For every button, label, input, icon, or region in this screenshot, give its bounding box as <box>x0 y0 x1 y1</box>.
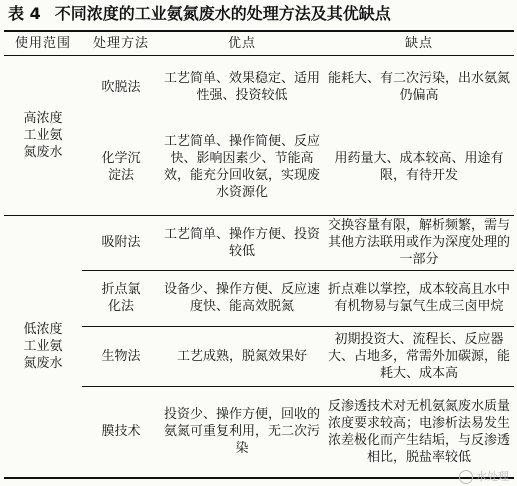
header-cons: 缺点 <box>404 35 433 51</box>
cons-cell: 交换容量有限，解析频繁，需与其他方法联用或作为深度处理的一部分 <box>328 218 511 267</box>
method-cell: 化学沉淀法 <box>101 150 141 183</box>
pros-cell: 工艺简单、操作简便、反应快、影响因素少、节能高效，能充分回收氨，实现废水资源化 <box>164 133 321 200</box>
cons-cell: 用药量大、成本较高、用途有限，有待开发 <box>334 150 504 183</box>
header-pros: 优点 <box>227 35 256 51</box>
pros-cell: 工艺简单、效果稳定、适用性强、投资较低 <box>164 71 321 104</box>
table-number: 表 4 <box>8 4 41 23</box>
header-row <box>4 31 514 55</box>
wechat-icon <box>459 470 473 484</box>
table-caption <box>0 0 517 28</box>
treatment-methods-table <box>4 30 514 479</box>
pros-cell: 投资少、操作方便，回收的氨氮可重复利用，无二次污染 <box>160 386 324 478</box>
method-cell: 生物法 <box>82 326 160 386</box>
pros-cell: 工艺成熟，脱氮效果好 <box>160 326 324 386</box>
method-cell: 折点氯化法 <box>82 270 160 326</box>
scope-cell: 高浓度工业氨氮废水 <box>23 110 63 160</box>
table-title: 不同浓度的工业氨氮废水的处理方法及其优缺点 <box>54 4 391 23</box>
watermark <box>459 468 509 484</box>
scope-cell: 低浓度工业氨氮废水 <box>23 321 63 371</box>
header-method: 处理方法 <box>92 35 149 51</box>
pros-cell: 工艺简单、操作方便、投资较低 <box>164 226 321 259</box>
cons-cell: 能耗大、有二次污染，出水氨氮仍偏高 <box>328 71 511 104</box>
method-cell: 吸附法 <box>101 235 141 250</box>
cons-cell: 初期投资大、流程长、反应器大、占地多，常需外加碳源，能耗大、成本高 <box>324 326 514 386</box>
watermark-text: 水处理 <box>476 470 509 483</box>
method-cell: 吹脱法 <box>101 79 141 95</box>
method-cell: 膜技术 <box>82 386 160 478</box>
header-scope: 使用范围 <box>14 35 71 51</box>
cons-cell: 折点难以掌控，成本较高且水中有机物易与氯气生成三卤甲烷 <box>324 270 514 326</box>
cons-cell: 反渗透技术对无机氨氮废水质量浓度要求较高；电渗析法易发生浓差极化而产生结垢，与反渗透相比，脱盐率较低 <box>324 386 514 478</box>
table-row <box>4 215 514 270</box>
table-row <box>4 55 514 119</box>
pros-cell: 设备少、操作方便、反应速度快、能高效脱氮 <box>160 270 324 326</box>
